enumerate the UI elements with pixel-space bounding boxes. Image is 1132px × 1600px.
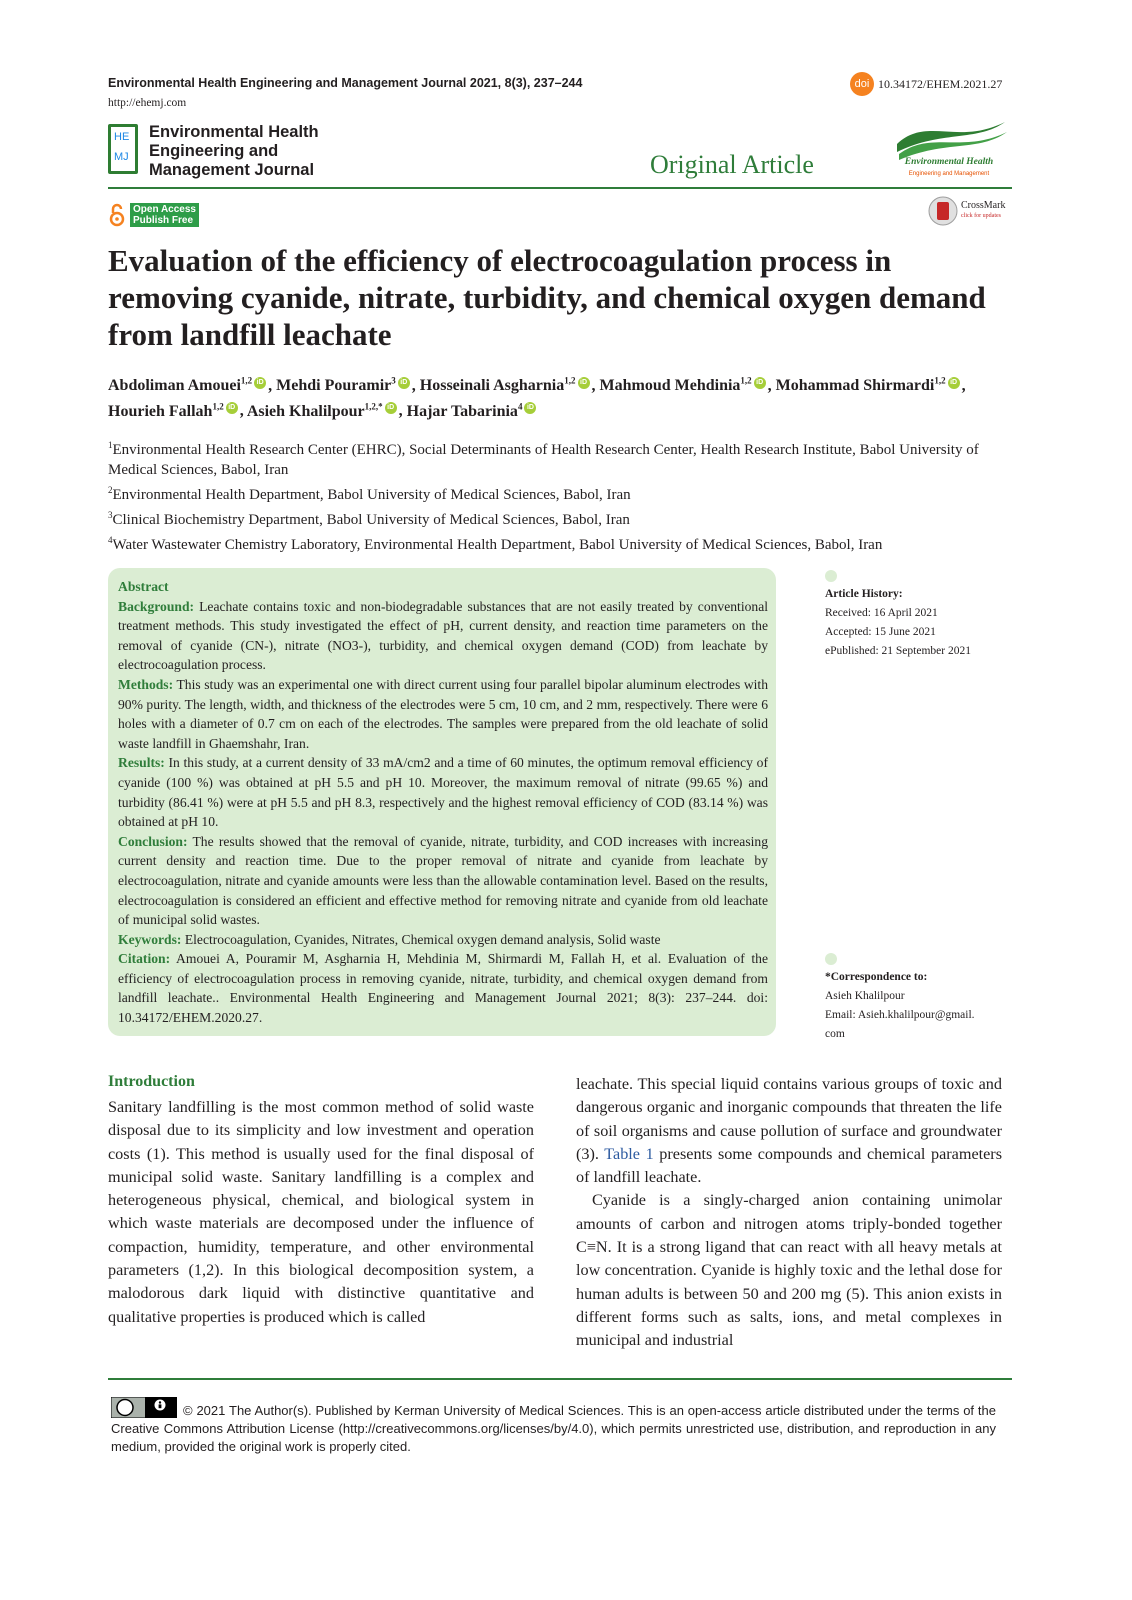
- paragraph-text: presents some compounds and chemical parameters of landfill leachate.: [576, 1144, 1002, 1187]
- license-text: © 2021 The Author(s). Published by Kerman University of Medical Sciences. This is an open-access article distributed under the terms of the Creative Commons Attribution License (http://creativecommons.org/licenses/by/4.0), which permits unrestricted use, distribution, and reproduction in any medium, provided the original work is properly cited.: [111, 1403, 996, 1454]
- open-access-line: Open Access: [133, 204, 196, 215]
- author-affil: 1,2: [934, 376, 946, 386]
- abstract-results: [118, 753, 768, 831]
- crossmark-badge[interactable]: [928, 196, 1005, 226]
- background-label: Background:: [118, 598, 195, 614]
- article-title: Evaluation of the efficiency of electrocoagulation process in removing cyanide, nitrate, turbidity, and chemical oxygen demand from landfill leachate: [108, 243, 986, 352]
- affiliation-number: 2: [108, 485, 113, 495]
- article-type: Original Article: [650, 150, 814, 179]
- orcid-icon[interactable]: iD: [398, 377, 410, 389]
- environmental-health-logo-icon: [887, 116, 1012, 184]
- paragraph-text: leachate. This special liquid contains various groups of toxic and dangerous organic and inorganic compounds that threaten the life of soil organisms and cause pollution of surface and groundwater (3).: [576, 1075, 1002, 1163]
- orcid-icon[interactable]: iD: [385, 402, 397, 414]
- affiliation-number: 1: [108, 440, 113, 450]
- open-access-lock-icon: [108, 203, 126, 227]
- abstract-heading: Abstract: [118, 579, 169, 594]
- correspondence-label: *Correspondence to:: [825, 971, 928, 983]
- author: [108, 403, 240, 420]
- abstract-background: [118, 597, 768, 675]
- abstract-keywords: [118, 930, 768, 950]
- author: [247, 403, 399, 420]
- history-accepted: Accepted: 15 June 2021: [825, 626, 936, 638]
- author-affil: 1,2,*: [364, 401, 383, 412]
- journal-name: [149, 123, 319, 180]
- author-name: Hourieh Fallah: [108, 402, 213, 420]
- author-name: Asieh Khalilpour: [246, 402, 365, 420]
- affiliations: [108, 435, 1018, 555]
- right-logo-line1: Environmental Health: [904, 157, 994, 167]
- journal-name-line: Management Journal: [149, 161, 315, 179]
- footer-rule: [108, 1378, 1012, 1380]
- affiliation-text: Environmental Health Department, Babol University of Medical Sciences, Babol, Iran: [112, 487, 631, 503]
- journal-name-line: Engineering and: [149, 142, 279, 160]
- journal-name-line: Environmental Health: [149, 123, 319, 141]
- correspondence-email-cont[interactable]: com: [825, 1028, 845, 1040]
- bullet-dot-icon: [825, 570, 837, 582]
- crossmark-sub: click for updates: [961, 213, 1001, 219]
- citation-label: Citation:: [118, 951, 171, 967]
- crossmark-text: [961, 200, 1005, 222]
- paragraph: [576, 1073, 1002, 1189]
- doi-text: 10.34172/EHEM.2021.27: [878, 76, 1003, 91]
- journal-citation-line: Environmental Health Engineering and Management Journal 2021, 8(3), 237–244: [108, 76, 583, 90]
- history-label: Article History:: [825, 588, 903, 600]
- affiliation: [108, 480, 1018, 505]
- affiliation-text: Clinical Biochemistry Department, Babol University of Medical Sciences, Babol, Iran: [112, 512, 630, 528]
- crossmark-icon: [928, 196, 958, 226]
- affiliation: [108, 530, 1018, 555]
- author-name: Abdoliman Amouei: [108, 377, 241, 395]
- conclusion-text: The results showed that the removal of cyanide, nitrate, turbidity, and COD increases with increasing current density and reaction time. Due to the proper removal of nitrate and cyanide from leachate by electrocoagulation, nitrate and cyanide amounts were less than the allowable contamination level. Based on the results, electrocoagulation is considered an efficient and effective method for removing nitrate and cyanide from old leachate of municipal solid wastes.: [118, 833, 768, 928]
- orcid-icon[interactable]: iD: [524, 402, 536, 414]
- affiliation-text: Environmental Health Research Center (EHRC), Social Determinants of Health Research Center, Health Research Institute, Babol University of Medical Sciences, Babol, Iran: [108, 442, 979, 478]
- author: [108, 377, 268, 394]
- keywords-text: Electrocoagulation, Cyanides, Nitrates, Chemical oxygen demand analysis, Solid waste: [184, 931, 661, 947]
- author-affil: 3: [391, 376, 396, 386]
- methods-label: Methods:: [118, 676, 174, 692]
- author: [407, 403, 539, 420]
- author: [600, 377, 768, 394]
- results-text: In this study, at a current density of 33 mA/cm2 and a time of 60 minutes, the optimum removal efficiency of cyanide (100 %) was obtained at pH 5.5 and pH 10. Moreover, the maximum removal of nitrate (99.65 %) and turbidity (86.41 %) were at pH 5.5 and pH 8.3, respectively and the highest removal efficiency of COD (83.14 %) was obtained at pH 10.: [118, 755, 768, 830]
- paragraph: Cyanide is a singly-charged anion containing unimolar amounts of carbon and nitrogen atoms triply-bonded together C≡N. It is a strong ligand that can react with all heavy metals at low concentration. Cyanide is highly toxic and the lethal dose for human adults is between 50 and 200 mg (5). This anion exists in different forms such as salts, ions, and metal complexes in municipal and industrial: [576, 1191, 1002, 1350]
- open-access-badge[interactable]: [108, 203, 199, 227]
- open-access-line: Publish Free: [133, 215, 194, 226]
- doi-icon: doi: [850, 72, 874, 96]
- background-text: Leachate contains toxic and non-biodegradable substances that are not easily treated by conventional treatment methods. This study investigated the effect of pH, current density, and reaction time parameters on the removal of cyanide (CN-), nitrate (NO3-), turbidity, and chemical oxygen demand (COD) from leachate by electrocoagulation process.: [118, 598, 769, 673]
- correspondence-email[interactable]: Email: Asieh.khalilpour@gmail.: [825, 1009, 975, 1021]
- orcid-icon[interactable]: iD: [226, 402, 238, 414]
- author-list: Abdoliman Amouei$^{1,2}$ iD , Mehdi Pouramir$^3$ iD , Hosseinali Asgharnia$^{1,2}$ iD , Mahmoud Mehdinia$^{1,2}$ iD , Mohammad Shirmardi$^{1,2}$ iD , Hourieh Fallah$^{1,2}$ iD , Asieh Khalilpour$^{1,2,*}$ iD , Hajar Tabarinia$^4$ iD: [108, 376, 966, 420]
- affiliation-number: 4: [108, 535, 113, 545]
- affiliation-text: Water Wastewater Chemistry Laboratory, Environmental Health Department, Babol University of Medical Sciences, Babol, Iran: [112, 537, 883, 553]
- abstract-conclusion: [118, 832, 768, 930]
- abstract-citation: [118, 949, 768, 1027]
- doi-link[interactable]: [850, 72, 1002, 96]
- author-affil: 4: [517, 401, 523, 412]
- orcid-icon[interactable]: iD: [754, 377, 766, 389]
- correspondence: [825, 953, 1015, 1044]
- header-rule: [108, 187, 1012, 189]
- right-logo-line2: Engineering and Management: [908, 171, 990, 177]
- logo-letters-bottom: MJ: [114, 151, 129, 163]
- bullet-dot-icon: [825, 953, 837, 965]
- table-link[interactable]: Table 1: [604, 1144, 654, 1163]
- logo-letters-top: HE: [114, 131, 130, 143]
- author: [776, 377, 962, 394]
- history-epublished: ePublished: 21 September 2021: [825, 645, 971, 657]
- author-name: Hosseinali Asgharnia: [419, 377, 565, 395]
- author-affil: 1,2: [212, 401, 224, 412]
- author-affil: 1,2: [740, 376, 752, 386]
- abstract-methods: [118, 675, 768, 753]
- orcid-icon[interactable]: iD: [948, 377, 960, 389]
- body-column-left: [108, 1096, 534, 1329]
- author-name: Mehdi Pouramir: [276, 377, 392, 395]
- author: [276, 377, 412, 394]
- article-history: [825, 570, 1010, 661]
- results-label: Results:: [118, 755, 165, 771]
- history-received: Received: 16 April 2021: [825, 607, 938, 619]
- author-name: Mahmoud Mehdinia: [599, 377, 741, 395]
- open-access-label: [130, 203, 199, 227]
- correspondence-name: Asieh Khalilpour: [825, 990, 905, 1002]
- journal-url[interactable]: http://ehemj.com: [108, 97, 187, 109]
- affiliation-number: 3: [108, 510, 113, 520]
- citation-text: Amouei A, Pouramir M, Asgharnia H, Mehdinia M, Shirmardi M, Fallah H, et al. Evaluation of the efficiency of electrocoagulation process in removing cyanide, nitrate, turbidity, and chemical oxygen demand from landfill leachate.. Environmental Health Engineering and Management Journal 2021; 8(3): 237–244. doi: 10.34172/EHEM.2020.27.: [118, 951, 769, 1026]
- affiliation: [108, 505, 1018, 530]
- introduction-heading: Introduction: [108, 1073, 195, 1090]
- orcid-icon[interactable]: iD: [254, 377, 266, 389]
- keywords-label: Keywords:: [118, 931, 182, 947]
- author: [420, 377, 592, 394]
- affiliation: [108, 435, 1018, 480]
- methods-text: This study was an experimental one with direct current using four parallel bipolar aluminum electrodes with 90% purity. The length, width, and thickness of the electrodes were 5 cm, 10 cm, and 2 mm, respectively. There were 6 holes with a diameter of 0.7 cm on each of the electrodes. The samples were prepared from the old leachate of solid waste landfill in Ghaemshahr, Iran.: [118, 676, 769, 751]
- journal-logo-icon: [108, 124, 138, 174]
- paragraph: Sanitary landfilling is the most common method of solid waste disposal due to its simplicity and low investment and operation costs (1). This method is usually used for the final disposal of municipal solid waste. Sanitary landfilling is a complex and heterogeneous physical, chemical, and biological system in which waste materials are decomposed under the influence of compaction, humidity, temperature, and other environmental parameters (1,2). In this biological decomposition system, a malodorous dark liquid with distinctive quantitative and qualitative properties is produced which is called: [108, 1098, 534, 1326]
- author-affil: 1,2: [564, 376, 576, 386]
- conclusion-label: Conclusion:: [118, 833, 188, 849]
- author-name: Mohammad Shirmardi: [775, 377, 935, 395]
- crossmark-label: CrossMark: [961, 200, 1006, 211]
- orcid-icon[interactable]: iD: [578, 377, 590, 389]
- author-affil: 1,2: [240, 376, 253, 386]
- author-name: Hajar Tabarinia: [406, 402, 518, 420]
- body-column-right: [576, 1073, 1002, 1353]
- abstract-content: [118, 577, 768, 1028]
